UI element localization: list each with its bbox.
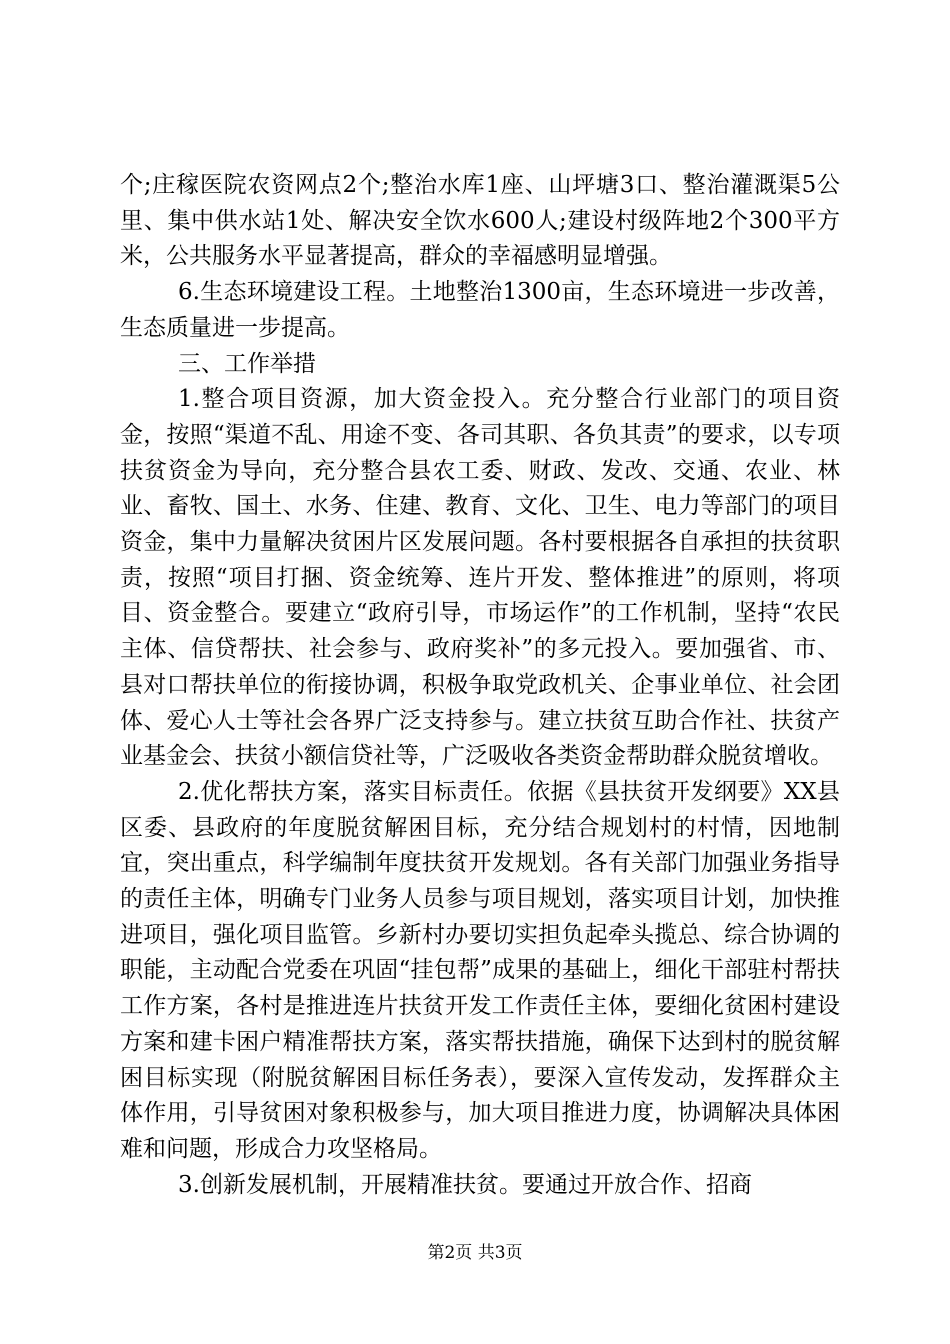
- paragraph-item-2: 2.优化帮扶方案，落实目标责任。依据《县扶贫开发纲要》XX县区委、县政府的年度脱贫解困目标，充分结合规划村的村情，因地制宜，突出重点，科学编制年度扶贫开发规划。各有关部门加强业务指导的责任主体，明确专门业务人员参与项目规划，落实项目计划，加快推进项目，强化项目监管。乡新村办要切实担负起牵头揽总、综合协调的职能，主动配合党委在巩固“挂包帮”成果的基础上，细化干部驻村帮扶工作方案，各村是推进连片扶贫开发工作责任主体，要细化贫困村建设方案和建卡困户精准帮扶方案，落实帮扶措施，确保下达到村的脱贫解困目标实现（附脱贫解困目标任务表），要深入宣传发动，发挥群众主体作用，引导贫困对象积极参与，加大项目推进力度，协调解决具体困难和问题，形成合力攻坚格局。: [120, 778, 840, 1162]
- paragraph-item-3: 3.创新发展机制，开展精准扶贫。要通过开放合作、招商: [178, 1171, 752, 1198]
- paragraph-item-1: 1.整合项目资源，加大资金投入。充分整合行业部门的项目资金，按照“渠道不乱、用途不变、各司其职、各负其责”的要求，以专项扶贫资金为导向，充分整合县农工委、财政、发改、交通、农业、林业、畜牧、国土、水务、住建、教育、文化、卫生、电力等部门的项目资金，集中力量解决贫困片区发展问题。各村要根据各自承担的扶贫职责，按照“项目打捆、资金统筹、连片开发、整体推进”的原则，将项目、资金整合。要建立“政府引导，市场运作”的工作机制，坚持“农民主体、信贷帮扶、社会参与、政府奖补”的多元投入。要加强省、市、县对口帮扶单位的衔接协调，积极争取党政机关、企事业单位、社会团体、爱心人士等社会各界广泛支持参与。建立扶贫互助合作社、扶贫产业基金会、扶贫小额信贷社等，广泛吸收各类资金帮助群众脱贫增收。: [120, 386, 840, 770]
- document-body: [120, 168, 840, 1203]
- paragraph-item-6: 6.生态环境建设工程。土地整治1300亩，生态环境进一步改善，生态质量进一步提高。: [120, 279, 840, 341]
- section-heading: 三、工作举措: [178, 350, 316, 377]
- paragraph-continuation: 个;庄稼医院农资网点2个;整治水库1座、山坪塘3口、整治灌溉渠5公里、集中供水站1处、解决安全饮水600人;建设村级阵地2个300平方米，公共服务水平显著提高，群众的幸福感明显增强。: [120, 172, 840, 270]
- page-footer: 第2页 共3页: [427, 1243, 523, 1263]
